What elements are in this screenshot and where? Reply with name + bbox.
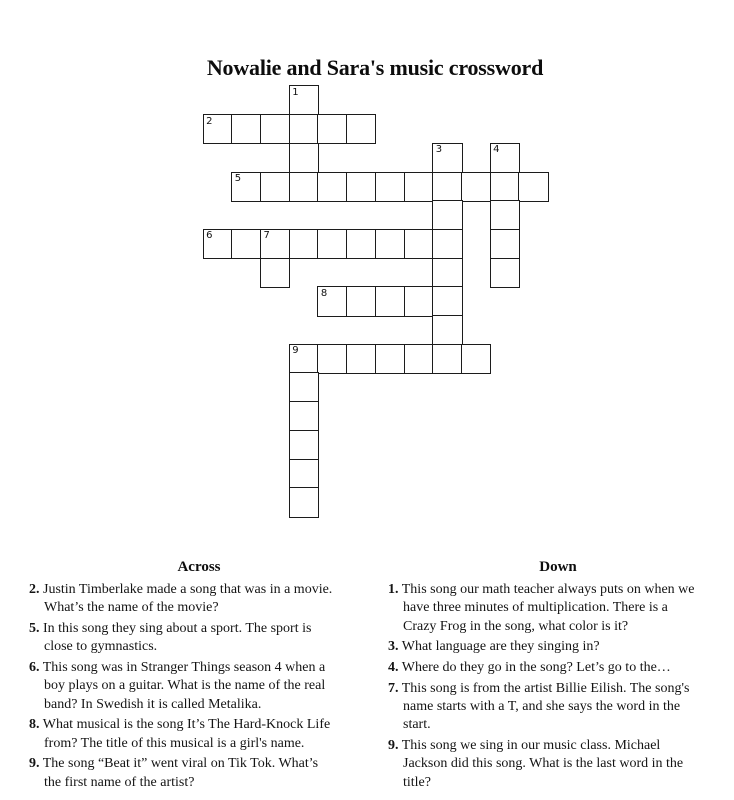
clue-line: Jackson did this song. What is the last word in the — [403, 756, 684, 772]
grid-cell-r3c10 — [490, 172, 520, 202]
clue-line: close to gymnastics. — [44, 639, 158, 655]
grid-cell-r4c10 — [490, 200, 520, 230]
grid-cell-r8c8 — [432, 315, 462, 345]
grid-cell-r1c3 — [289, 114, 319, 144]
grid-cell-r2c8 — [432, 143, 462, 173]
clue-line: 5. In this song they sing about a sport. The sport is — [29, 621, 312, 636]
grid-cell-r2c10 — [490, 143, 520, 173]
grid-cell-r7c6 — [375, 286, 405, 316]
grid-cell-r5c1 — [231, 229, 261, 259]
clue-line: have three minutes of multiplication. There is a — [403, 600, 668, 616]
clue-line: 9. The song “Beat it” went viral on Tik Tok. What’s — [29, 756, 319, 772]
clue-down-9 — [388, 737, 728, 792]
grid-cell-r5c6 — [375, 229, 405, 259]
grid-cell-r6c2 — [260, 258, 290, 288]
down-header: Down — [539, 559, 577, 575]
clue-across-9 — [29, 755, 369, 792]
grid-cell-r12c3 — [289, 430, 319, 460]
down-clue-list — [388, 581, 728, 792]
grid-cell-r5c2 — [260, 229, 290, 259]
clue-line: What’s the name of the movie? — [44, 600, 219, 616]
grid-cell-r3c4 — [317, 172, 347, 202]
clue-line: 1. This song our math teacher always puts on when we — [388, 582, 695, 597]
clue-number: 7. — [388, 680, 399, 696]
grid-cell-r3c11 — [518, 172, 548, 202]
grid-cell-r5c5 — [346, 229, 376, 259]
clue-across-8 — [29, 716, 369, 753]
clue-across-6 — [29, 659, 369, 714]
grid-cell-r9c4 — [317, 344, 347, 374]
clue-number: 1. — [388, 582, 399, 597]
grid-cell-r10c3 — [289, 372, 319, 402]
grid-cell-r3c8 — [432, 172, 462, 202]
grid-cell-r1c4 — [317, 114, 347, 144]
cell-number-9: 9 — [292, 345, 299, 357]
clue-number: 3. — [388, 639, 399, 655]
grid-cell-r1c2 — [260, 114, 290, 144]
grid-cell-r7c4 — [317, 286, 347, 316]
grid-cell-r9c8 — [432, 344, 462, 374]
clue-line: boy plays on a guitar. What is the name of the real — [44, 678, 326, 694]
cell-number-3: 3 — [435, 144, 443, 156]
across-clues-section — [29, 559, 369, 794]
cell-number-7: 7 — [263, 230, 270, 242]
clue-down-4 — [388, 659, 728, 677]
grid-cell-r7c7 — [404, 286, 434, 316]
grid-cell-r11c3 — [289, 401, 319, 431]
clue-number: 4. — [388, 660, 399, 675]
grid-cell-r9c5 — [346, 344, 376, 374]
grid-cell-r9c3 — [289, 344, 319, 374]
grid-cell-r5c7 — [404, 229, 434, 259]
clue-line: Crazy Frog in the song, what color is it? — [403, 618, 629, 634]
grid-cell-r5c4 — [317, 229, 347, 259]
clue-line: 6. This song was in Stranger Things season 4 when a — [29, 660, 326, 675]
clue-line: band? In Swedish it is called Metalika. — [44, 696, 262, 712]
grid-cell-r7c5 — [346, 286, 376, 316]
clue-down-3 — [388, 638, 728, 656]
grid-cell-r3c9 — [461, 172, 491, 202]
across-clue-list — [29, 581, 369, 792]
cell-number-6: 6 — [206, 230, 213, 242]
clue-number: 6. — [29, 660, 40, 675]
clue-across-2 — [29, 581, 369, 618]
grid-cell-r3c7 — [404, 172, 434, 202]
cell-number-4: 4 — [493, 144, 500, 156]
grid-cell-r1c1 — [231, 114, 261, 144]
clue-line: 2. Justin Timberlake made a song that was in a movie. — [29, 582, 333, 597]
grid-cell-r3c6 — [375, 172, 405, 202]
grid-cell-r7c8 — [432, 286, 462, 316]
clue-line: 8. What musical is the song It’s The Hard-Knock Life — [29, 717, 331, 733]
cell-number-5: 5 — [234, 173, 242, 184]
clue-line: 7. This song is from the artist Billie Eilish. The song's — [388, 680, 690, 696]
clue-down-1 — [388, 581, 728, 636]
grid-cell-r3c5 — [346, 172, 376, 202]
grid-cell-r3c3 — [289, 172, 319, 202]
grid-cell-r9c9 — [461, 344, 491, 374]
grid-cell-r4c8 — [432, 200, 462, 230]
cell-number-8: 8 — [320, 287, 328, 299]
clue-line: title? — [403, 774, 431, 790]
grid-cell-r3c1 — [231, 172, 261, 202]
clue-number: 2. — [29, 582, 40, 597]
clue-number: 9. — [29, 756, 40, 772]
grid-cell-r1c0 — [203, 114, 233, 144]
clue-line: from? The title of this musical is a girl's name. — [44, 735, 305, 751]
grid-cell-r14c3 — [289, 487, 319, 517]
grid-cell-r5c3 — [289, 229, 319, 259]
grid-cell-r5c10 — [490, 229, 520, 259]
grid-cell-r3c2 — [260, 172, 290, 202]
clue-across-5 — [29, 620, 369, 657]
grid-cell-r0c3 — [289, 85, 319, 115]
grid-cell-r5c8 — [432, 229, 462, 259]
clue-line: 9. This song we sing in our music class. Michael — [388, 738, 661, 753]
grid-cell-r13c3 — [289, 459, 319, 489]
clue-line: the first name of the artist? — [44, 774, 195, 790]
clue-line: 3. What language are they singing in? — [388, 639, 600, 655]
grid-cell-r6c10 — [490, 258, 520, 288]
cell-number-1: 1 — [292, 86, 299, 98]
clue-line: 4. Where do they go in the song? Let’s go to the… — [388, 660, 671, 675]
grid-cell-r2c3 — [289, 143, 319, 173]
clue-number: 8. — [29, 717, 40, 733]
clue-number: 5. — [29, 621, 40, 636]
grid-cell-r9c7 — [404, 344, 434, 374]
grid-cell-r5c0 — [203, 229, 233, 259]
grid-cell-r1c5 — [346, 114, 376, 144]
down-clues-section — [388, 559, 728, 794]
cell-number-2: 2 — [206, 115, 213, 127]
clue-line: name starts with a T, and she says the word in the — [403, 699, 681, 714]
grid-cell-r9c6 — [375, 344, 405, 374]
clue-number: 9. — [388, 738, 399, 753]
across-header: Across — [177, 559, 221, 575]
grid-cell-r6c8 — [432, 258, 462, 288]
page-title: Nowalie and Sara's music crossword — [206, 54, 544, 80]
clue-down-7 — [388, 680, 728, 735]
clue-line: start. — [403, 717, 431, 733]
